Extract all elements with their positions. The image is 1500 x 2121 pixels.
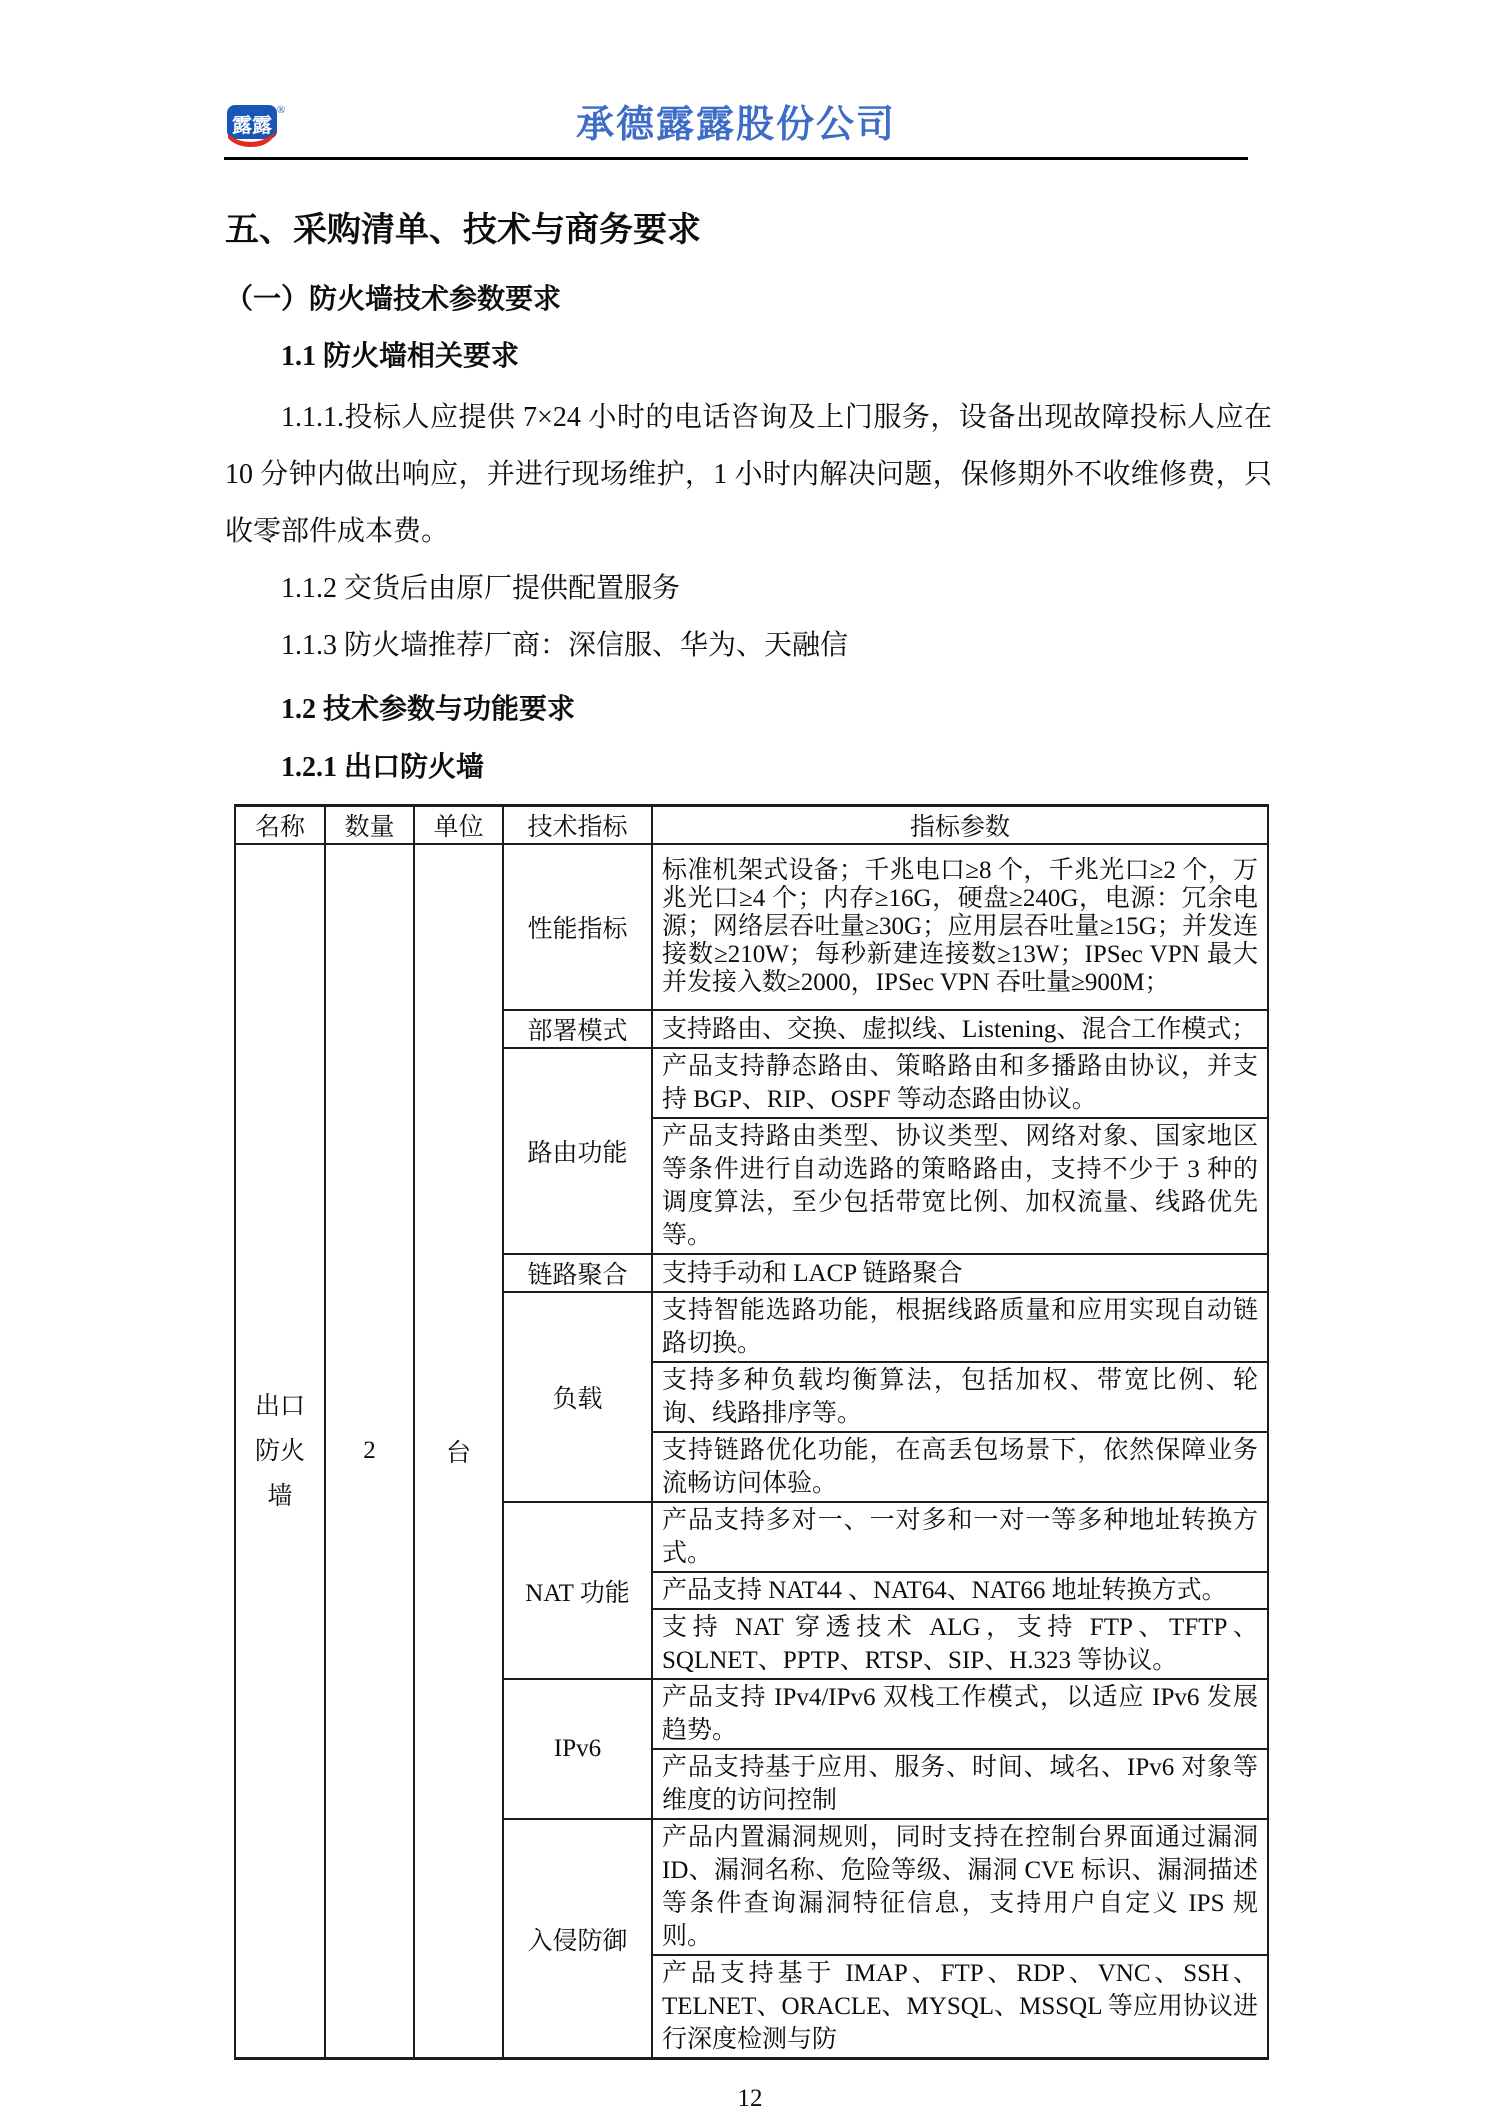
- subsection-heading-1-2: 1.2 技术参数与功能要求: [281, 694, 576, 725]
- paragraph-1-1-2: 1.1.2 交货后由原厂提供配置服务: [281, 573, 681, 604]
- logo-text: 露露: [232, 115, 272, 137]
- registered-mark-icon: ®: [276, 104, 286, 116]
- param-cell-nat-2: 产品支持 NAT44 、NAT64、NAT66 地址转换方式。: [652, 1572, 1268, 1609]
- indicator-cell-routing: 路由功能: [503, 1048, 652, 1254]
- table-row: [235, 844, 1268, 1010]
- param-cell-deploy-mode: 支持路由、交换、虚拟线、Listening、混合工作模式；: [652, 1010, 1268, 1048]
- column-header-quantity: 数量: [325, 806, 414, 845]
- column-header-unit: 单位: [414, 806, 503, 845]
- param-cell-ipv6-2: 产品支持基于应用、服务、时间、域名、IPv6 对象等维度的访问控制: [652, 1749, 1268, 1819]
- column-header-parameter: 指标参数: [652, 806, 1268, 845]
- section-heading-firewall: （一）防火墙技术参数要求: [225, 284, 562, 315]
- param-cell-ipv6-1: 产品支持 IPv4/IPv6 双栈工作模式，以适应 IPv6 发展趋势。: [652, 1679, 1268, 1749]
- indicator-cell-link-aggregation: 链路聚合: [503, 1254, 652, 1292]
- table-header-row: [235, 806, 1268, 845]
- product-name: 出口防火墙: [254, 1392, 305, 1510]
- document-body: [225, 160, 1272, 2060]
- param-cell-intrusion-1: 产品内置漏洞规则，同时支持在控制台界面通过漏洞 ID、漏洞名称、危险等级、漏洞 CVE 标识、漏洞描述等条件查询漏洞特征信息，支持用户自定义 IPS 规则。: [652, 1819, 1268, 1955]
- param-cell-load-3: 支持链路优化功能，在高丢包场景下，依然保障业务流畅访问体验。: [652, 1432, 1268, 1502]
- param-cell-intrusion-2: 产品支持基于 IMAP、FTP、RDP、VNC、SSH、TELNET、ORACLE、MYSQL、MSSQL 等应用协议进行深度检测与防: [652, 1955, 1268, 2059]
- param-cell-routing-1: 产品支持静态路由、策略路由和多播路由协议，并支持 BGP、RIP、OSPF 等动态路由协议。: [652, 1048, 1268, 1118]
- page-number: 12: [737, 2085, 763, 2112]
- param-cell-load-1: 支持智能选路功能，根据线路质量和应用实现自动链路切换。: [652, 1292, 1268, 1362]
- product-name-cell: [235, 844, 325, 2059]
- column-header-name: 名称: [235, 806, 325, 845]
- param-cell-performance: 标准机架式设备；千兆电口≥8 个，千兆光口≥2 个，万兆光口≥4 个；内存≥16G，硬盘≥240G，电源：冗余电源；网络层吞吐量≥30G；应用层吞吐量≥15G；并发连接数≥210W；每秒新建连接数≥13W；IPSec VPN 最大并发接入数≥2000，IPSec VPN 吞吐量≥900M；: [652, 844, 1268, 1010]
- indicator-cell-intrusion-prevention: 入侵防御: [503, 1819, 652, 2059]
- param-cell-link-aggregation: 支持手动和 LACP 链路聚合: [652, 1254, 1268, 1292]
- main-heading: 五、采购清单、技术与商务要求: [225, 212, 701, 249]
- indicator-cell-deploy-mode: 部署模式: [503, 1010, 652, 1048]
- param-cell-nat-1: 产品支持多对一、一对多和一对一等多种地址转换方式。: [652, 1502, 1268, 1572]
- indicator-cell-ipv6: IPv6: [503, 1679, 652, 1819]
- unit-cell: 台: [414, 844, 503, 2059]
- spec-table: [234, 804, 1269, 2060]
- quantity-cell: 2: [325, 844, 414, 2059]
- param-cell-nat-3: 支持 NAT 穿透技术 ALG，支持 FTP、TFTP、SQLNET、PPTP、RTSP、SIP、H.323 等协议。: [652, 1609, 1268, 1679]
- indicator-cell-nat: NAT 功能: [503, 1502, 652, 1679]
- paragraph-1-1-3: 1.1.3 防火墙推荐厂商：深信服、华为、天融信: [281, 630, 849, 661]
- page-header: [224, 0, 1248, 160]
- param-cell-load-2: 支持多种负载均衡算法，包括加权、带宽比例、轮询、线路排序等。: [652, 1362, 1268, 1432]
- column-header-indicator: 技术指标: [503, 806, 652, 845]
- indicator-cell-load: 负载: [503, 1292, 652, 1502]
- company-name: 承德露露股份公司: [575, 104, 896, 146]
- indicator-cell-performance: 性能指标: [503, 844, 652, 1010]
- subsection-heading-1-2-1: 1.2.1 出口防火墙: [281, 752, 485, 783]
- subsection-heading-1-1: 1.1 防火墙相关要求: [281, 341, 520, 372]
- paragraph-1-1-1: 1.1.1.投标人应提供 7×24 小时的电话咨询及上门服务，设备出现故障投标人应在 10 分钟内做出响应，并进行现场维护，1 小时内解决问题，保修期外不收维修费，只收零部件成本费。: [225, 402, 1272, 547]
- param-cell-routing-2: 产品支持路由类型、协议类型、网络对象、国家地区等条件进行自动选路的策略路由，支持不少于 3 种的调度算法，至少包括带宽比例、加权流量、线路优先等。: [652, 1118, 1268, 1254]
